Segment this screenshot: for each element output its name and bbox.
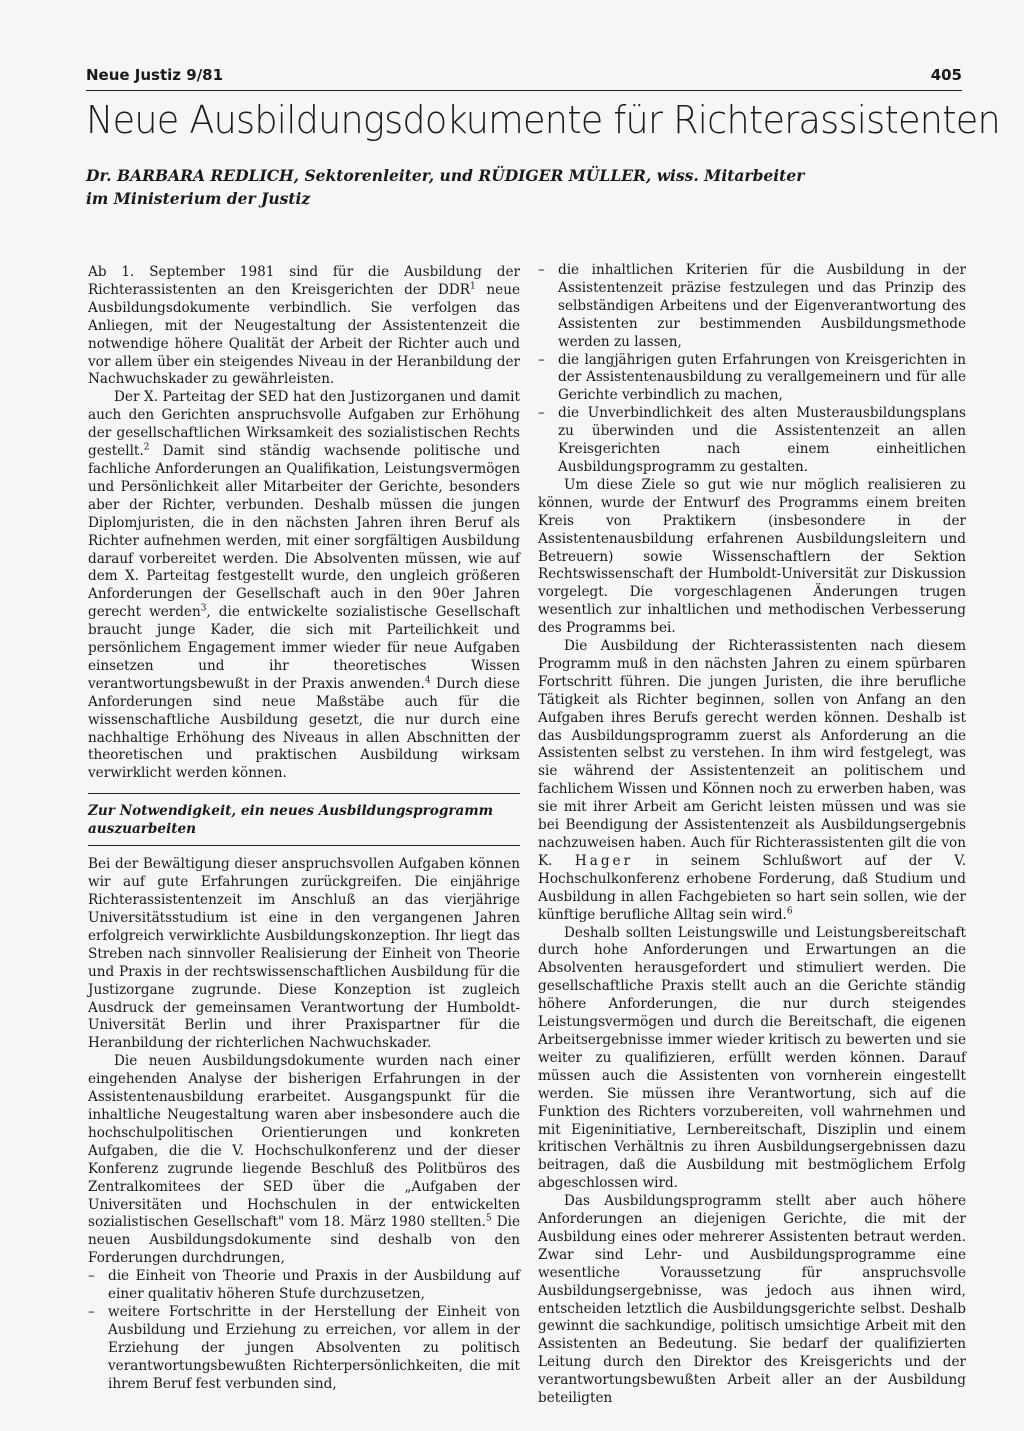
- paragraph: [538, 638, 966, 925]
- paragraph: Um diese Ziele so gut wie nur möglich realisieren zu können, wurde der Entwurf des Programms einem breiten Kreis von Praktikern (insbesondere in der Assistentenausbildung erfahrenen Ausbildungsleitern und Betreuern) sowie Wissenschaftlern der Sektion Rechtswissenschaft der Humboldt-Universität zur Diskussion vorgelegt. Die vorgeschlagenen Änderungen trugen wesentlich zur inhaltlichen und methodischen Verbesserung des Programms bei.: [538, 476, 966, 637]
- list-item: – die Einheit von Theorie und Praxis in der Ausbildung auf einer qualitativ höheren Stufe durchzusetzen,: [88, 1268, 520, 1304]
- text-run: Die neuen Ausbildungsdokumente wurden nach einer eingehenden Analyse der bisherigen Erfahrungen in der Assistentenausbildung erarbeitet. Ausgangspunkt für die inhaltliche Neugestaltung waren aber insbesondere auch die hochschulpolitischen Orientierungen und konkreten Aufgaben, die die V. Hochschulkonferenz und der dieser Konferenz zugrunde liegende Beschluß des Politbüros des Zentralkomitees der SED über die „Aufgaben der Universitäten und Hochschulen in der entwickelten sozialistischen Gesellschaft" vom 18. März 1980 stellten.: [88, 1053, 520, 1231]
- bullet-list: [538, 262, 966, 477]
- section-heading: Zur Notwendigkeit, ein neues Ausbildungsprogramm auszuarbeiten: [88, 793, 520, 846]
- authors-affiliation: im Ministerium der Justiz: [86, 189, 311, 208]
- text-run: Ab 1. September 1981 sind für die Ausbildung der Richterassistenten an den Kreisgerichten der DDR: [88, 264, 520, 298]
- article-title: Neue Ausbildungsdokumente für Richterassistenten: [86, 98, 1000, 143]
- text-column-left: [88, 264, 520, 1393]
- list-item: – die Unverbindlichkeit des alten Musterausbildungsplans zu überwinden und die Assistentenzeit an allen Kreisgerichten nach einem einheitlichen Ausbildungsprogramm zu gestalten.: [538, 405, 966, 477]
- article-authors: [86, 164, 966, 210]
- paragraph: [88, 389, 520, 783]
- text-column-right: [538, 262, 966, 1408]
- paragraph: Das Ausbildungsprogramm stellt aber auch höhere Anforderungen an diejenigen Gerichte, die mit der Ausbildung eines oder mehrerer Assistenten betraut werden. Zwar sind Lehr- und Ausbildungsprogramme eine wesentliche Voraussetzung für anspruchsvolle Ausbildungsergebnisse, was jedoch aus ihnen wird, entscheiden letztlich die Ausbildungsgerichte selbst. Deshalb gewinnt die sachkundige, politisch umsichtige Arbeit mit den Assistenten an Bedeutung. Sie bedarf der qualifizierten Leitung durch den Direktor des Kreisgerichts und der verantwortungsbewußten Arbeit aller an der Ausbildung beteiligten: [538, 1193, 966, 1407]
- footnote-ref: 1: [470, 281, 476, 292]
- person-name: Hager: [574, 852, 634, 869]
- footnote-ref: 2: [143, 442, 150, 453]
- list-item: – die langjährigen guten Erfahrungen von Kreisgerichten in der Assistentenausbildung zu verallgemeinern und für alle Gerichte verbindlich zu machen,: [538, 352, 966, 406]
- journal-issue: Neue Justiz 9/81: [86, 66, 224, 84]
- list-item: – weitere Fortschritte in der Herstellung der Einheit von Ausbildung und Erziehung zu erreichen, vor allem in der Erziehung der jungen Absolventen zu politisch verantwortungsbewußten Richterpersönlichkeiten, die mit ihrem Beruf fest verbunden sind,: [88, 1304, 520, 1394]
- footnote-ref: 4: [424, 675, 431, 686]
- text-run: Der X. Parteitag der SED hat den Justizorganen und damit auch den Gerichten anspruchsvolle Aufgaben zur Erhöhung der gesellschaftlichen Wirksamkeit des sozialistischen Rechts gestellt.: [88, 389, 520, 460]
- footnote-ref: 3: [200, 603, 207, 614]
- text-run: Damit sind ständig wachsende politische und fachliche Anforderungen an Qualifikation, Leistungsvermögen und Persönlichkeit aller Mitarbeiter der Gerichte, besonders aber der Richter, verbunden. Deshalb müssen die jungen Diplomjuristen, die in den nächsten Jahren ihren Beruf als Richter aufnehmen werden, mit einer sorgfältigen Ausbildung darauf vorbereitet werden. Die Absolventen müssen, wie auf dem X. Parteitag festgestellt wurde, den ungleich größeren Anforderungen der Gesellschaft auch in den 90er Jahren gerecht werden: [88, 443, 520, 621]
- text-run: in seinem Schlußwort auf der V. Hochschulkonferenz erhobene Forderung, daß Studium und Ausbildung in allen Fachgebieten so hart sein sollen, wie der künftige berufliche Alltag sein wird.: [538, 852, 966, 923]
- text-run: Durch diese Anforderungen sind neue Maßstäbe auch für die wissenschaftliche Ausbildung gesetzt, die nur durch eine nachhaltige Erhöhung des Niveaus in allen Abschnitten der theoretischen und praktischen Ausbildung wirksam verwirklicht werden können.: [88, 675, 521, 782]
- footnote-ref: 6: [786, 906, 793, 917]
- text-run: Die Ausbildung der Richterassistenten nach diesem Programm muß in den nächsten Jahren zu einem spürbaren Fortschritt führen. Die jungen Juristen, die ihre berufliche Tätigkeit als Richter beginnen, sollen von Anfang an den Aufgaben ihres Berufs gerecht werden können. Deshalb ist das Ausbildungsprogramm zuerst als Anforderung an die Assistenten selbst zu verstehen. In ihm wird festgelegt, was sie während der Assistentenzeit an politischem und fachlichem Wissen und Können noch zu erwerben haben, was sie mit ihrer Arbeit am Gericht leisten müssen und was sie bei Beendigung der Assistentenzeit als Ausbildungsergebnis nachzuweisen haben. Auch für Richterassistenten gilt die von K.: [538, 638, 966, 869]
- paragraph: Bei der Bewältigung dieser anspruchsvollen Aufgaben können wir auf gute Erfahrungen zurückgreifen. Die einjährige Richterassistentenzeit im Anschluß an das vierjährige Universitätsstudium ist eine in den vergangenen Jahren erfolgreich verwirklichte Ausbildungskonzeption. Ihr liegt das Streben nach sinnvoller Realisierung der Einheit von Theorie und Praxis in der rechtswissenschaftlichen Ausbildung für die Justizorgane zugrunde. Diese Konzeption ist zugleich Ausdruck der gemeinsamen Verantwortung der Humboldt-Universität Berlin und ihrer Praxispartner für die Heranbildung der richterlichen Nachwuchskader.: [88, 856, 520, 1052]
- text-run: , die entwickelte sozialistische Gesellschaft braucht junge Kader, die sich mit Parteilichkeit und persönlichem Engagement immer wieder für neue Aufgaben einsetzen und ihr theoretisches Wissen verantwortungsbewußt in der Praxis anwenden.: [88, 604, 521, 692]
- paragraph: [88, 1053, 520, 1268]
- paragraph: [88, 264, 520, 389]
- text-run: Die neuen Ausbildungsdokumente sind deshalb von den Forderungen durchdrungen,: [88, 1214, 520, 1267]
- paragraph: Deshalb sollten Leistungswille und Leistungsbereitschaft durch hohe Anforderungen und Erwartungen an die Absolventen herausgefordert und stimuliert werden. Die gesellschaftliche Praxis stellt auch an die Gerichte ständig höhere Anforderungen, die nur durch steigendes Leistungsvermögen und durch die Bereitschaft, die eigenen Arbeitsergebnisse immer wieder kritisch zu bewerten und sie weiter zu qualifizieren, erfüllt werden können. Darauf müssen auch die Assistenten von vornherein eingestellt werden. Sie müssen ihre Verantwortung, sich auf die Funktion des Richters vorzubereiten, voll wahrnehmen und mit Eigeninitiative, Lernbereitschaft, Disziplin und einem kritischen Verhältnis zu ihren Ausbildungsergebnissen dazu beitragen, daß die Ausbildung mit bestmöglichem Erfolg abgeschlossen wird.: [538, 924, 966, 1192]
- text-run: neue Ausbildungsdokumente verbindlich. Sie verfolgen das Anliegen, mit der Neugestaltung der Assistentenzeit die notwendige höhere Qualität der Arbeit der Richter auch und vor allem über ein steigendes Niveau in der Heranbildung der Nachwuchskader zu gewährleisten.: [88, 281, 521, 388]
- bullet-list: [88, 1268, 520, 1393]
- running-header: [86, 66, 962, 91]
- page-number: 405: [930, 66, 962, 84]
- list-item: – die inhaltlichen Kriterien für die Ausbildung in der Assistentenzeit präzise festzulegen und das Prinzip des selbständigen Arbeitens und der Eigenverantwortung des Assistenten zur bestimmenden Ausbildungsmethode werden zu lassen,: [538, 262, 966, 352]
- authors-line: Dr. BARBARA REDLICH, Sektorenleiter, und RÜDIGER MÜLLER, wiss. Mitarbeiter: [86, 166, 805, 185]
- footnote-ref: 5: [485, 1213, 492, 1224]
